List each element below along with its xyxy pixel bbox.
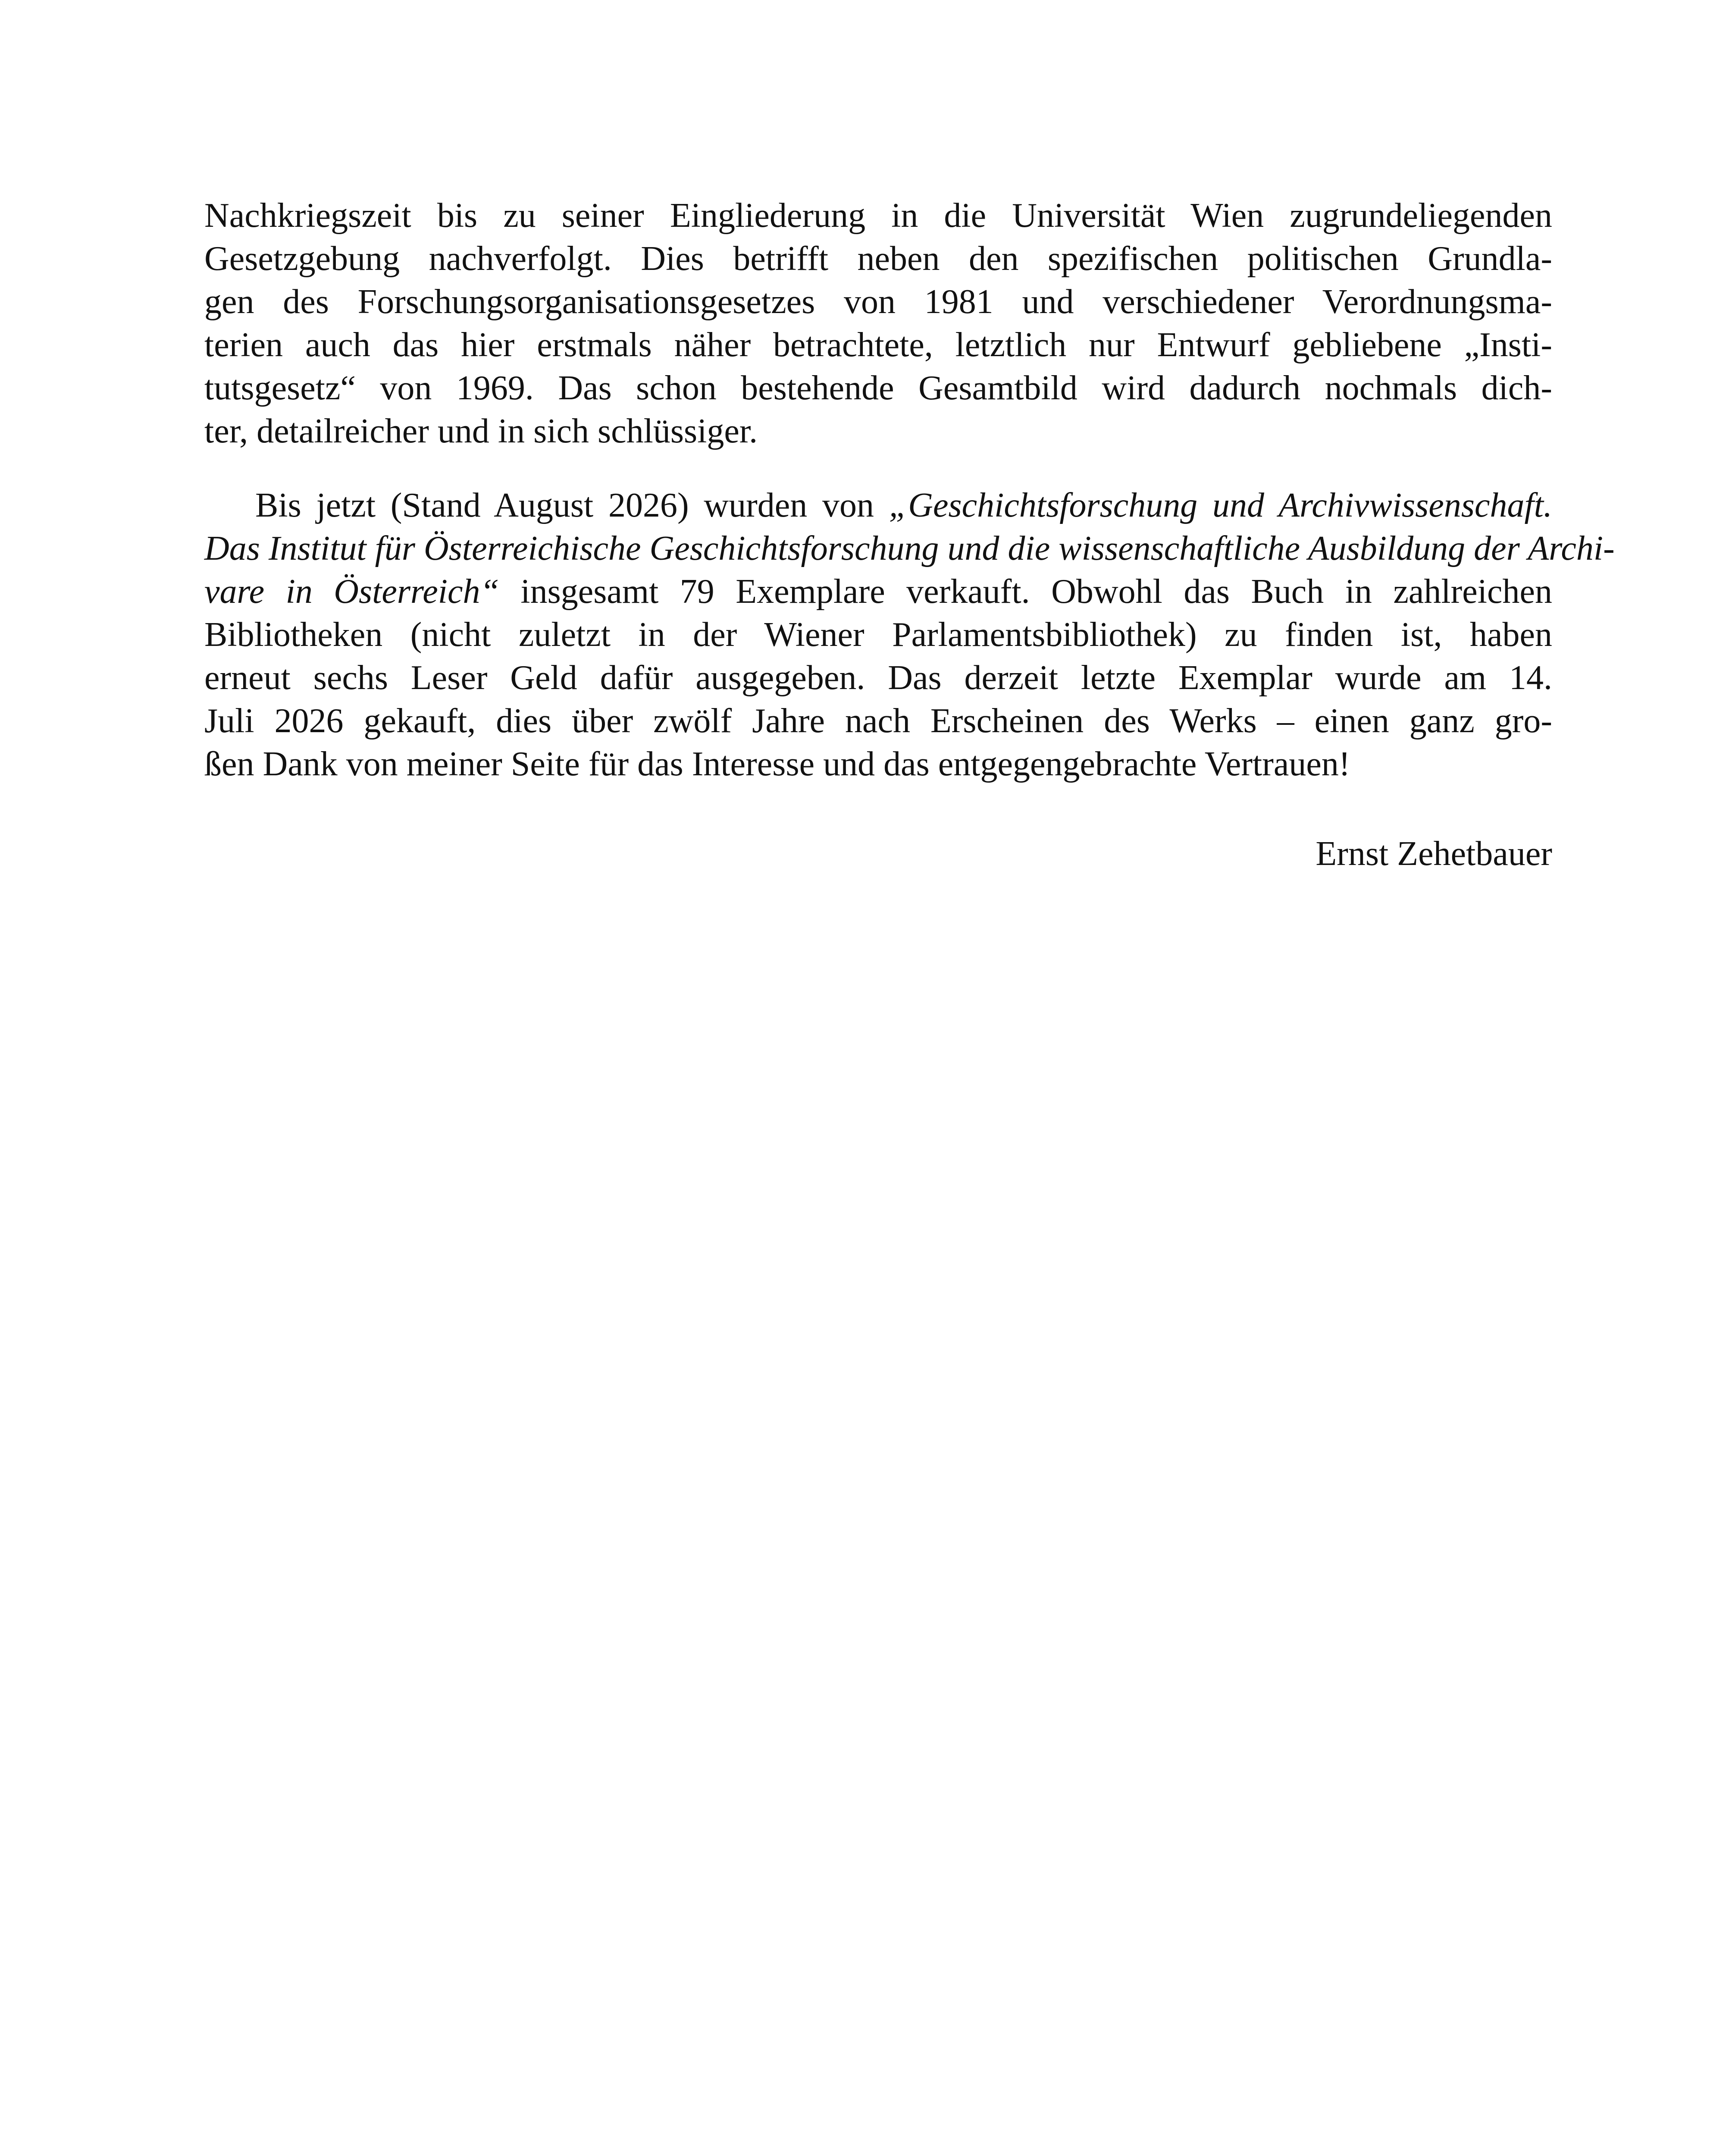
paragraph-1-line: tutsgesetz“ von 1969. Das schon bestehende Gesamtbild wird dadurch nochmals dich- — [204, 369, 1552, 407]
paragraph-1 — [204, 194, 1552, 453]
paragraph-2-line: Bibliotheken (nicht zuletzt in der Wiener Parlamentsbibliothek) zu finden ist, haben — [204, 616, 1552, 654]
author-signature: Ernst Zehetbauer — [1315, 835, 1552, 873]
paragraph-2-line: ßen Dank von meiner Seite für das Interesse und das entgegengebrachte Vertrauen! — [204, 745, 1350, 783]
paragraph-2 — [204, 484, 1615, 786]
paragraph-2-text: insgesamt 79 Exemplare verkauft. Obwohl das Buch in zahlreichen — [499, 573, 1552, 611]
book-title-part: „Geschichtsforschung und Archivwissenschaft. — [889, 486, 1552, 524]
paragraph-2-text: Bis jetzt (Stand August 2026) wurden von — [255, 486, 889, 524]
paragraph-2-line — [204, 570, 1552, 613]
paragraph-2-line — [204, 484, 1552, 527]
paragraph-1-line: gen des Forschungsorganisationsgesetzes von 1981 und verschiedener Verordnungsma- — [204, 283, 1552, 321]
body-text — [204, 194, 1615, 786]
paragraph-2-line: erneut sechs Leser Geld dafür ausgegeben. Das derzeit letzte Exemplar wurde am 14. — [204, 659, 1552, 697]
paragraph-1-line: terien auch das hier erstmals näher betrachtete, letztlich nur Entwurf gebliebene „Insti- — [204, 326, 1552, 364]
paragraph-1-line: ter, detailreicher und in sich schlüssiger. — [204, 412, 758, 450]
paragraph-1-line: Nachkriegszeit bis zu seiner Eingliederung in die Universität Wien zugrundeliegenden — [204, 197, 1552, 235]
paragraph-1-line: Gesetzgebung nachverfolgt. Dies betrifft neben den spezifischen politischen Grundla- — [204, 240, 1552, 278]
book-title-part: Das Institut für Österreichische Geschichtsforschung und die wissenschaftliche Ausbildung der Archi- — [204, 530, 1615, 567]
paragraph-2-line: Juli 2026 gekauft, dies über zwölf Jahre nach Erscheinen des Werks – einen ganz gro- — [204, 702, 1552, 740]
book-title-part: vare in Österreich“ — [204, 573, 499, 611]
